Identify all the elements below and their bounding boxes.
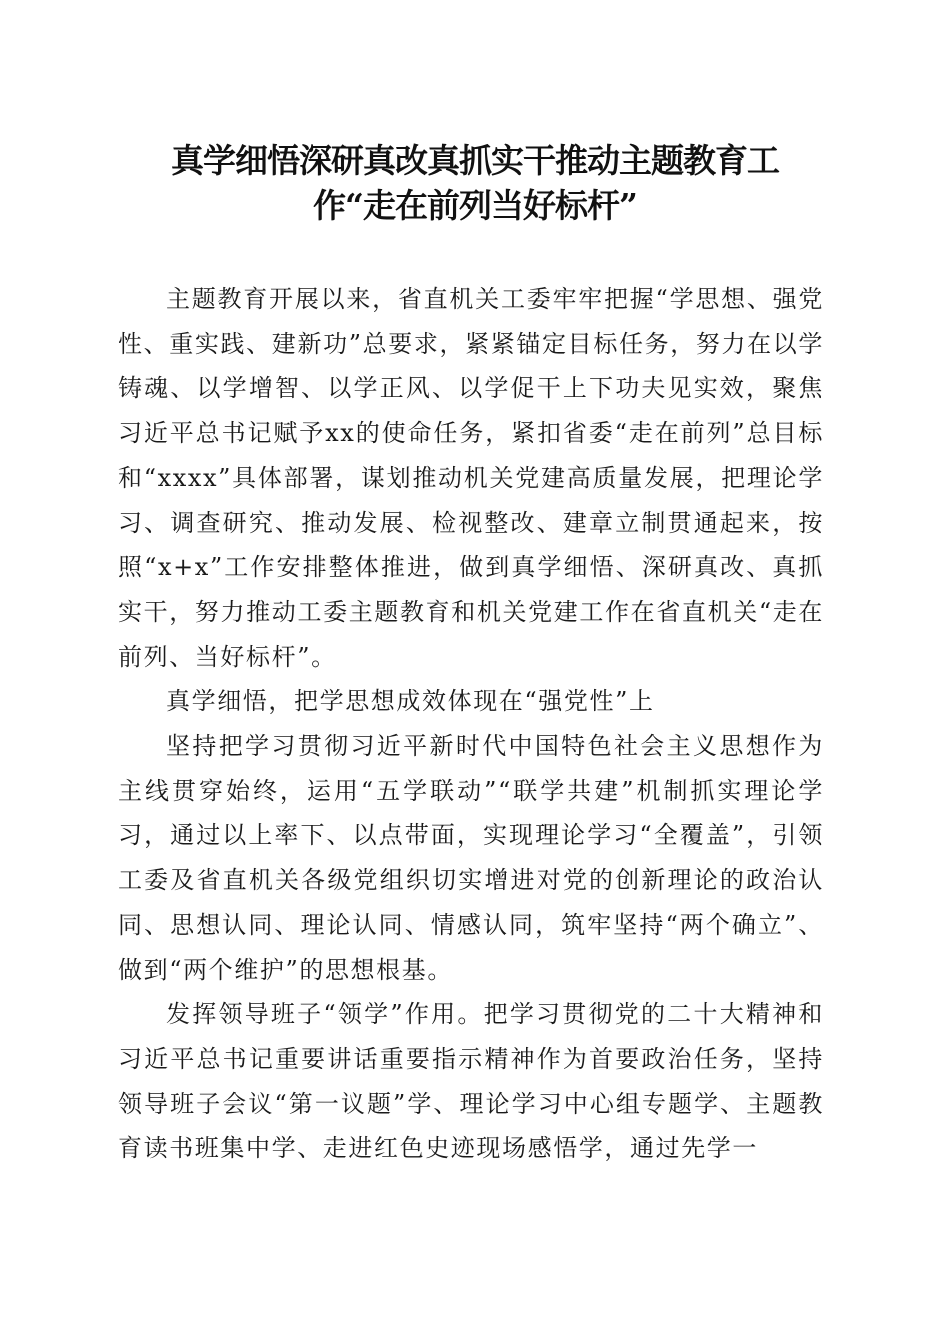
document-body (118, 277, 824, 1171)
paragraph-intro: 主题教育开展以来，省直机关工委牢牢把握“学思想、强党性、重实践、建新功”总要求，紧紧锚定目标任务，努力在以学铸魂、以学增智、以学正风、以学促干上下功夫见实效，聚焦习近平总书记赋予xx的使命任务，紧扣省委“走在前列”总目标和“xxxx”具体部署，谋划推动机关党建高质量发展，把理论学习、调查研究、推动发展、检视整改、建章立制贯通起来，按照“x+x”工作安排整体推进，做到真学细悟、深研真改、真抓实干，努力推动工委主题教育和机关党建工作在省直机关“走在前列、当好标杆”。 (118, 285, 824, 671)
section-heading: 真学细悟，把学思想成效体现在“强党性”上 (166, 687, 655, 716)
paragraph-leadership-study: 发挥领导班子“领学”作用。把学习贯彻党的二十大精神和习近平总书记重要讲话重要指示精神作为首要政治任务，坚持领导班子会议“第一议题”学、理论学习中心组专题学、主题教育读书班集中学、走进红色史迹现场感悟学，通过先学一 (118, 1000, 824, 1163)
title-line-1: 真学细悟深研真改真抓实干推动主题教育工 (171, 141, 779, 180)
paragraph-theory-study: 坚持把学习贯彻习近平新时代中国特色社会主义思想作为主线贯穿始终，运用“五学联动”“联学共建”机制抓实理论学习，通过以上率下、以点带面，实现理论学习“全覆盖”，引领工委及省直机关各级党组织切实增进对党的创新理论的政治认同、思想认同、理论认同、情感认同，筑牢坚持“两个确立”、做到“两个维护”的思想根基。 (118, 732, 824, 984)
document-title (100, 138, 850, 228)
title-line-2: 作“走在前列当好标杆” (313, 186, 637, 225)
